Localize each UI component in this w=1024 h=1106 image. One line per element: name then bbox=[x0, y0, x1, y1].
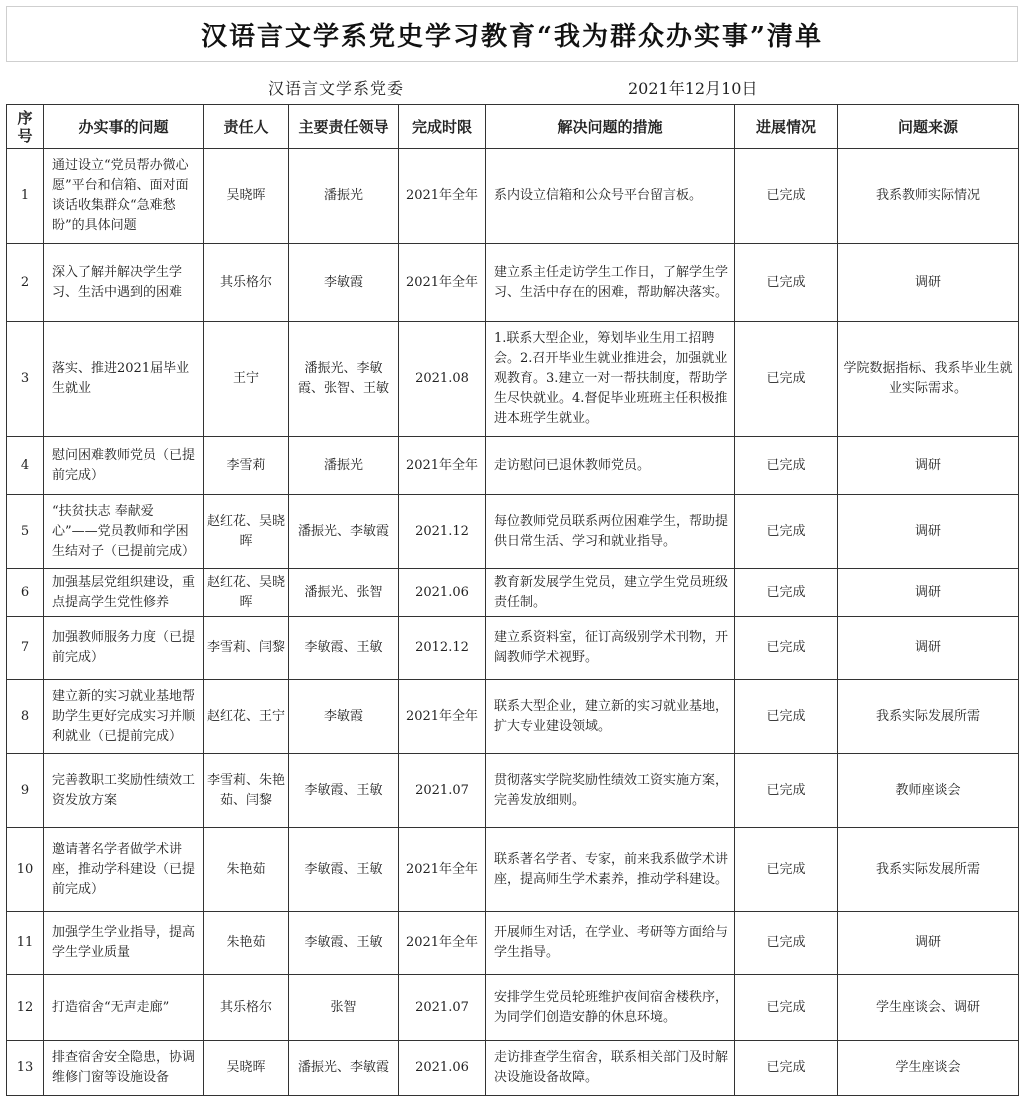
cell-issue: 邀请著名学者做学术讲座，推动学科建设（已提前完成） bbox=[44, 828, 204, 912]
cell-issue: 落实、推进2021届毕业生就业 bbox=[44, 322, 204, 437]
cell-seq: 7 bbox=[7, 617, 44, 680]
cell-deadline: 2021.06 bbox=[399, 1041, 486, 1096]
document-date: 2021年12月10日 bbox=[628, 79, 758, 98]
cell-issue: 打造宿舍“无声走廊” bbox=[44, 975, 204, 1041]
cell-source: 教师座谈会 bbox=[838, 754, 1019, 828]
table-row bbox=[7, 828, 1019, 912]
cell-source: 调研 bbox=[838, 912, 1019, 975]
cell-leader: 李敏霞、王敏 bbox=[289, 828, 399, 912]
cell-deadline: 2021年全年 bbox=[399, 149, 486, 244]
task-list-table bbox=[6, 104, 1019, 1096]
header-responsible: 责任人 bbox=[204, 105, 289, 149]
cell-source: 学生座谈会 bbox=[838, 1041, 1019, 1096]
cell-measures: 教育新发展学生党员，建立学生党员班级责任制。 bbox=[486, 569, 735, 617]
cell-responsible: 朱艳茹 bbox=[204, 828, 289, 912]
table-row bbox=[7, 975, 1019, 1041]
cell-issue: 通过设立“党员帮办微心愿”平台和信箱、面对面谈话收集群众“急难愁盼”的具体问题 bbox=[44, 149, 204, 244]
cell-issue: 建立新的实习就业基地帮助学生更好完成实习并顺利就业（已提前完成） bbox=[44, 680, 204, 754]
cell-issue: 排查宿舍安全隐患，协调维修门窗等设施设备 bbox=[44, 1041, 204, 1096]
cell-deadline: 2021.12 bbox=[399, 495, 486, 569]
cell-progress: 已完成 bbox=[735, 754, 838, 828]
cell-source: 调研 bbox=[838, 617, 1019, 680]
cell-source: 我系教师实际情况 bbox=[838, 149, 1019, 244]
cell-measures: 联系大型企业，建立新的实习就业基地，扩大专业建设领域。 bbox=[486, 680, 735, 754]
document-subheader bbox=[6, 66, 1018, 104]
cell-deadline: 2021年全年 bbox=[399, 437, 486, 495]
cell-deadline: 2012.12 bbox=[399, 617, 486, 680]
cell-progress: 已完成 bbox=[735, 912, 838, 975]
cell-measures: 系内设立信箱和公众号平台留言板。 bbox=[486, 149, 735, 244]
cell-leader: 李敏霞、王敏 bbox=[289, 912, 399, 975]
cell-leader: 李敏霞 bbox=[289, 244, 399, 322]
cell-deadline: 2021年全年 bbox=[399, 680, 486, 754]
table-row bbox=[7, 617, 1019, 680]
cell-progress: 已完成 bbox=[735, 149, 838, 244]
cell-deadline: 2021.07 bbox=[399, 975, 486, 1041]
cell-measures: 每位教师党员联系两位困难学生，帮助提供日常生活、学习和就业指导。 bbox=[486, 495, 735, 569]
cell-leader: 潘振光 bbox=[289, 437, 399, 495]
cell-responsible: 吴晓晖 bbox=[204, 1041, 289, 1096]
cell-responsible: 王宁 bbox=[204, 322, 289, 437]
cell-source: 学生座谈会、调研 bbox=[838, 975, 1019, 1041]
cell-seq: 11 bbox=[7, 912, 44, 975]
cell-source: 调研 bbox=[838, 495, 1019, 569]
table-row bbox=[7, 244, 1019, 322]
header-progress: 进展情况 bbox=[735, 105, 838, 149]
cell-source: 调研 bbox=[838, 437, 1019, 495]
cell-issue: 加强学生学业指导，提高学生学业质量 bbox=[44, 912, 204, 975]
cell-seq: 1 bbox=[7, 149, 44, 244]
cell-source: 我系实际发展所需 bbox=[838, 680, 1019, 754]
cell-responsible: 李雪莉、闫黎 bbox=[204, 617, 289, 680]
cell-progress: 已完成 bbox=[735, 828, 838, 912]
cell-progress: 已完成 bbox=[735, 680, 838, 754]
cell-measures: 贯彻落实学院奖励性绩效工资实施方案，完善发放细则。 bbox=[486, 754, 735, 828]
cell-measures: 走访排查学生宿舍，联系相关部门及时解决设施设备故障。 bbox=[486, 1041, 735, 1096]
cell-responsible: 其乐格尔 bbox=[204, 975, 289, 1041]
cell-seq: 13 bbox=[7, 1041, 44, 1096]
cell-leader: 李敏霞、王敏 bbox=[289, 754, 399, 828]
table-row bbox=[7, 495, 1019, 569]
table-row bbox=[7, 754, 1019, 828]
header-seq: 序号 bbox=[7, 105, 44, 149]
cell-responsible: 赵红花、吴晓晖 bbox=[204, 569, 289, 617]
cell-progress: 已完成 bbox=[735, 322, 838, 437]
cell-source: 学院数据指标、我系毕业生就业实际需求。 bbox=[838, 322, 1019, 437]
table-row bbox=[7, 1041, 1019, 1096]
cell-responsible: 赵红花、王宁 bbox=[204, 680, 289, 754]
table-body bbox=[7, 149, 1019, 1096]
cell-deadline: 2021年全年 bbox=[399, 244, 486, 322]
cell-issue: 加强教师服务力度（已提前完成） bbox=[44, 617, 204, 680]
table-row bbox=[7, 322, 1019, 437]
cell-deadline: 2021.06 bbox=[399, 569, 486, 617]
cell-measures: 安排学生党员轮班维护夜间宿舍楼秩序，为同学们创造安静的休息环境。 bbox=[486, 975, 735, 1041]
cell-source: 我系实际发展所需 bbox=[838, 828, 1019, 912]
cell-progress: 已完成 bbox=[735, 569, 838, 617]
cell-leader: 潘振光、张智 bbox=[289, 569, 399, 617]
cell-leader: 张智 bbox=[289, 975, 399, 1041]
cell-issue: 深入了解并解决学生学习、生活中遇到的困难 bbox=[44, 244, 204, 322]
cell-progress: 已完成 bbox=[735, 495, 838, 569]
cell-responsible: 李雪莉 bbox=[204, 437, 289, 495]
cell-responsible: 其乐格尔 bbox=[204, 244, 289, 322]
header-measures: 解决问题的措施 bbox=[486, 105, 735, 149]
table-header-row bbox=[7, 105, 1019, 149]
cell-responsible: 李雪莉、朱艳茹、闫黎 bbox=[204, 754, 289, 828]
cell-deadline: 2021年全年 bbox=[399, 912, 486, 975]
header-deadline: 完成时限 bbox=[399, 105, 486, 149]
table-row bbox=[7, 569, 1019, 617]
cell-deadline: 2021年全年 bbox=[399, 828, 486, 912]
cell-progress: 已完成 bbox=[735, 1041, 838, 1096]
organization-name: 汉语言文学系党委 bbox=[268, 79, 405, 98]
cell-progress: 已完成 bbox=[735, 437, 838, 495]
cell-seq: 10 bbox=[7, 828, 44, 912]
cell-issue: “扶贫扶志 奉献爱心”——党员教师和学困生结对子（已提前完成） bbox=[44, 495, 204, 569]
header-source: 问题来源 bbox=[838, 105, 1019, 149]
cell-deadline: 2021.07 bbox=[399, 754, 486, 828]
cell-deadline: 2021.08 bbox=[399, 322, 486, 437]
cell-progress: 已完成 bbox=[735, 975, 838, 1041]
cell-seq: 12 bbox=[7, 975, 44, 1041]
document-title: 汉语言文学系党史学习教育“我为群众办实事”清单 bbox=[6, 6, 1018, 62]
cell-measures: 1.联系大型企业，筹划毕业生用工招聘会。2.召开毕业生就业推进会，加强就业观教育。3.建立一对一帮扶制度，帮助学生尽快就业。4.督促毕业班班主任积极推进本班学生就业。 bbox=[486, 322, 735, 437]
cell-leader: 潘振光 bbox=[289, 149, 399, 244]
table-row bbox=[7, 437, 1019, 495]
cell-measures: 建立系资料室，征订高级别学术刊物，开阔教师学术视野。 bbox=[486, 617, 735, 680]
table-row bbox=[7, 912, 1019, 975]
cell-issue: 完善教职工奖励性绩效工资发放方案 bbox=[44, 754, 204, 828]
table-row bbox=[7, 680, 1019, 754]
cell-seq: 9 bbox=[7, 754, 44, 828]
cell-progress: 已完成 bbox=[735, 244, 838, 322]
cell-responsible: 吴晓晖 bbox=[204, 149, 289, 244]
cell-seq: 6 bbox=[7, 569, 44, 617]
cell-seq: 2 bbox=[7, 244, 44, 322]
cell-measures: 建立系主任走访学生工作日，了解学生学习、生活中存在的困难，帮助解决落实。 bbox=[486, 244, 735, 322]
cell-measures: 联系著名学者、专家，前来我系做学术讲座，提高师生学术素养，推动学科建设。 bbox=[486, 828, 735, 912]
cell-seq: 3 bbox=[7, 322, 44, 437]
cell-leader: 李敏霞、王敏 bbox=[289, 617, 399, 680]
header-leader: 主要责任领导 bbox=[289, 105, 399, 149]
cell-leader: 潘振光、李敏霞、张智、王敏 bbox=[289, 322, 399, 437]
cell-source: 调研 bbox=[838, 569, 1019, 617]
header-issue: 办实事的问题 bbox=[44, 105, 204, 149]
cell-responsible: 朱艳茹 bbox=[204, 912, 289, 975]
cell-issue: 慰问困难教师党员（已提前完成） bbox=[44, 437, 204, 495]
cell-leader: 潘振光、李敏霞 bbox=[289, 1041, 399, 1096]
cell-responsible: 赵红花、吴晓晖 bbox=[204, 495, 289, 569]
cell-leader: 李敏霞 bbox=[289, 680, 399, 754]
cell-leader: 潘振光、李敏霞 bbox=[289, 495, 399, 569]
cell-source: 调研 bbox=[838, 244, 1019, 322]
cell-seq: 4 bbox=[7, 437, 44, 495]
cell-measures: 走访慰问已退休教师党员。 bbox=[486, 437, 735, 495]
cell-progress: 已完成 bbox=[735, 617, 838, 680]
cell-seq: 5 bbox=[7, 495, 44, 569]
table-row bbox=[7, 149, 1019, 244]
cell-seq: 8 bbox=[7, 680, 44, 754]
cell-issue: 加强基层党组织建设，重点提高学生党性修养 bbox=[44, 569, 204, 617]
cell-measures: 开展师生对话，在学业、考研等方面给与学生指导。 bbox=[486, 912, 735, 975]
